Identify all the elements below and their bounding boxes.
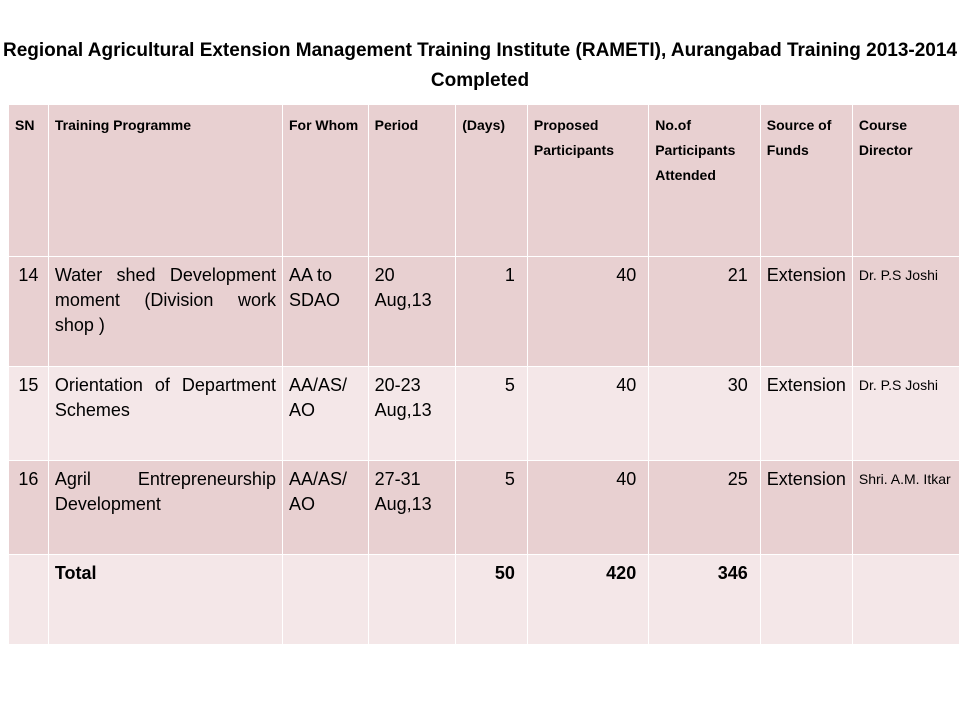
- row-proposed: 40: [527, 257, 648, 367]
- row-programme: Orientation of Department Schemes: [48, 367, 282, 461]
- row-days: 1: [456, 257, 528, 367]
- total-days: 50: [456, 555, 528, 645]
- row-sn: 16: [9, 461, 49, 555]
- header-funds: Source of Funds: [760, 105, 852, 257]
- total-proposed: 420: [527, 555, 648, 645]
- row-director: Shri. A.M. Itkar: [852, 461, 959, 555]
- total-period-empty: [368, 555, 456, 645]
- header-attended: No.of Participants Attended: [649, 105, 761, 257]
- row-programme: Water shed Development moment (Division work shop ): [48, 257, 282, 367]
- row-attended: 21: [649, 257, 761, 367]
- header-for-whom: For Whom: [282, 105, 368, 257]
- header-proposed: Proposed Participants: [527, 105, 648, 257]
- total-funds-empty: [760, 555, 852, 645]
- total-for-whom-empty: [282, 555, 368, 645]
- total-row: [9, 555, 960, 645]
- row-director: Dr. P.S Joshi: [852, 367, 959, 461]
- row-programme: Agril Entrepreneurship Development: [48, 461, 282, 555]
- total-director-empty: [852, 555, 959, 645]
- row-sn: 15: [9, 367, 49, 461]
- header-director: Course Director: [852, 105, 959, 257]
- row-days: 5: [456, 367, 528, 461]
- row-period: 27-31 Aug,13: [368, 461, 456, 555]
- header-sn: SN: [9, 105, 49, 257]
- row-days: 5: [456, 461, 528, 555]
- page-title: Regional Agricultural Extension Management Training Institute (RAMETI), Aurangabad Training 2013-2014 Completed: [2, 40, 958, 91]
- header-days: (Days): [456, 105, 528, 257]
- row-proposed: 40: [527, 367, 648, 461]
- header-row: [9, 105, 960, 257]
- header-programme: Training Programme: [48, 105, 282, 257]
- row-for-whom: AA/AS/ AO: [282, 461, 368, 555]
- row-sn: 14: [9, 257, 49, 367]
- row-period: 20-23 Aug,13: [368, 367, 456, 461]
- table-row: [9, 461, 960, 555]
- table-row: [9, 367, 960, 461]
- total-label: Total: [48, 555, 282, 645]
- row-funds: Extension: [760, 461, 852, 555]
- row-funds: Extension: [760, 367, 852, 461]
- row-period: 20 Aug,13: [368, 257, 456, 367]
- training-table: [8, 104, 960, 645]
- row-attended: 25: [649, 461, 761, 555]
- row-proposed: 40: [527, 461, 648, 555]
- row-funds: Extension: [760, 257, 852, 367]
- row-director: Dr. P.S Joshi: [852, 257, 959, 367]
- table-row: [9, 257, 960, 367]
- total-attended: 346: [649, 555, 761, 645]
- total-sn-empty: [9, 555, 49, 645]
- row-for-whom: AA/AS/ AO: [282, 367, 368, 461]
- header-period: Period: [368, 105, 456, 257]
- row-for-whom: AA to SDAO: [282, 257, 368, 367]
- row-attended: 30: [649, 367, 761, 461]
